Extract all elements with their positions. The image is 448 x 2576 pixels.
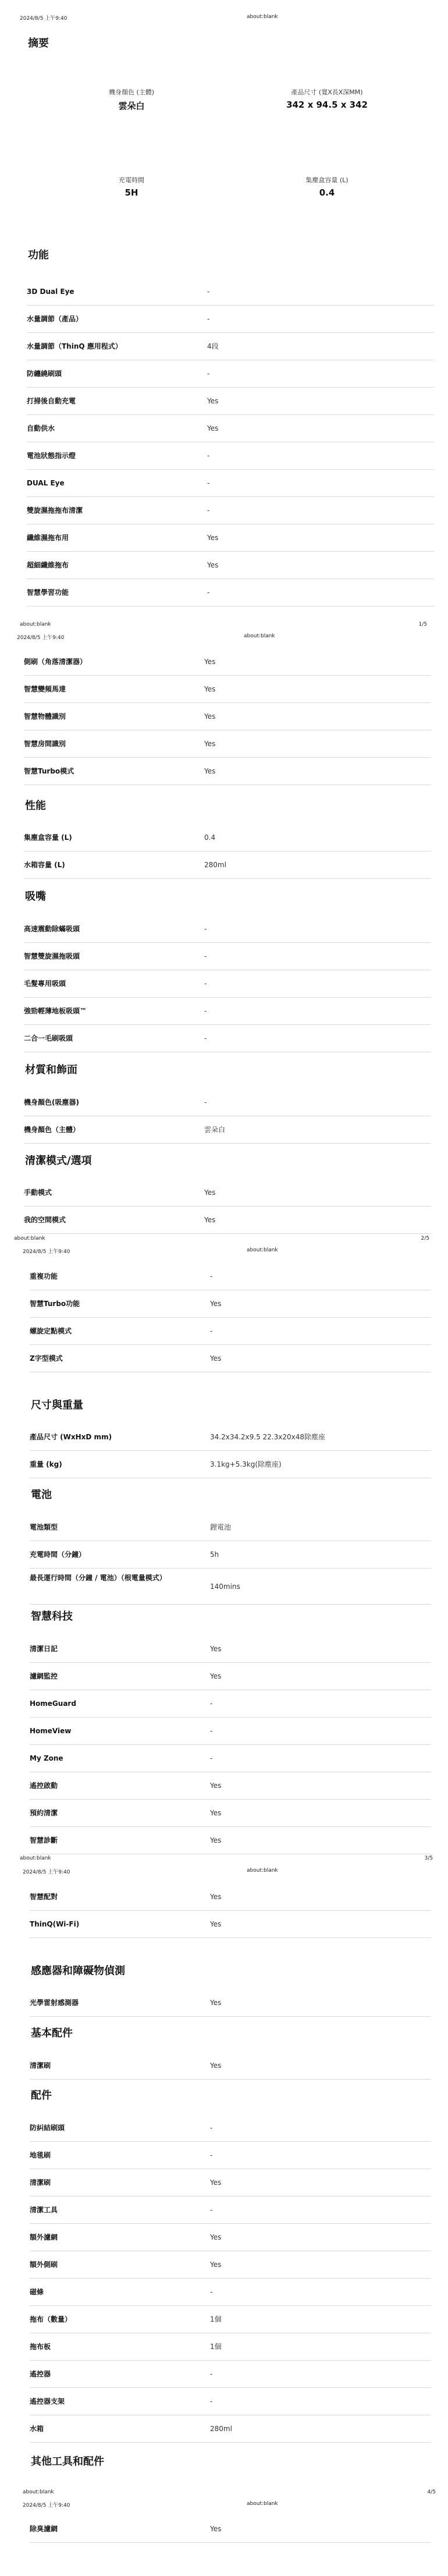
spec-value: 280ml xyxy=(210,2425,232,2433)
spec-label: 水箱 xyxy=(30,2425,44,2433)
spec-row xyxy=(24,730,431,758)
spec-label: 遙控器支架 xyxy=(30,2397,65,2405)
spec-label: 遙控器 xyxy=(30,2370,51,2378)
spec-label: 螺旋定點模式 xyxy=(30,1327,72,1335)
spec-label: ThinQ(Wi-Fi) xyxy=(30,1920,80,1928)
section-title-performance: 性能 xyxy=(25,800,46,812)
spec-row xyxy=(27,552,434,579)
summary-value: 5H xyxy=(125,187,138,198)
summary-value: 342 x 94.5 x 342 xyxy=(286,100,368,110)
spec-value: - xyxy=(207,315,210,323)
spec-value: Yes xyxy=(210,2061,222,2070)
spec-row xyxy=(30,1451,431,1478)
spec-label: 二合一毛刷吸頭 xyxy=(24,1034,73,1042)
spec-row xyxy=(27,579,434,606)
page-number: 3/5 xyxy=(424,1855,433,1861)
spec-value: 1個 xyxy=(210,2343,222,2351)
spec-label: 智慧Turbo功能 xyxy=(30,1300,80,1308)
spec-row xyxy=(30,1800,431,1827)
spec-label: 光學雷射感測器 xyxy=(30,1999,79,2007)
spec-row xyxy=(24,998,431,1025)
spec-row xyxy=(24,1025,431,1052)
spec-row xyxy=(30,2169,431,2197)
spec-row xyxy=(30,1263,431,1290)
spec-label: 拖布（數量） xyxy=(30,2315,72,2323)
spec-label: 智慧變頻馬達 xyxy=(24,685,66,693)
spec-value: - xyxy=(207,288,210,296)
spec-value: Yes xyxy=(210,1354,222,1362)
spec-value: - xyxy=(207,588,210,597)
spec-label: DUAL Eye xyxy=(27,479,65,487)
spec-label: 機身顏色(吸塵器) xyxy=(24,1098,79,1106)
spec-value: - xyxy=(204,1034,207,1042)
spec-row xyxy=(24,1179,431,1207)
spec-row xyxy=(30,1290,431,1318)
spec-label: 預約清潔 xyxy=(30,1809,58,1817)
spec-value: Yes xyxy=(210,1920,222,1928)
spec-value: 1個 xyxy=(210,2315,222,2323)
spec-label: 防纏繞刷頭 xyxy=(27,370,62,378)
spec-label: 智慧雙旋濕拖吸頭 xyxy=(24,952,80,960)
spec-value: Yes xyxy=(210,1836,222,1844)
spec-label: 智慧學習功能 xyxy=(27,588,69,597)
spec-label: 除臭濾網 xyxy=(30,2525,58,2533)
spec-label: 水量調節（ThinQ 應用程式） xyxy=(27,342,122,350)
spec-value: - xyxy=(210,2397,213,2405)
spec-label: 毛髮專用吸頭 xyxy=(24,980,66,988)
spec-label: 地毯刷 xyxy=(30,2151,51,2159)
footer-site: about:blank xyxy=(20,622,51,627)
summary-label: 充電時間 xyxy=(119,176,144,184)
spec-row xyxy=(27,470,434,497)
spec-value: Yes xyxy=(210,1893,222,1901)
spec-label: 3D Dual Eye xyxy=(27,288,74,296)
summary-value: 0.4 xyxy=(319,187,335,198)
spec-value: - xyxy=(210,2370,213,2378)
spec-row xyxy=(30,2388,431,2415)
spec-value: Yes xyxy=(207,534,219,542)
spec-label: 超細纖維拖布 xyxy=(27,561,69,569)
spec-row xyxy=(27,497,434,524)
spec-row xyxy=(30,1690,431,1718)
section-title-dimensions: 尺寸與重量 xyxy=(31,1399,83,1411)
spec-label: 雙旋濕拖拖布清潔 xyxy=(27,506,83,515)
spec-row xyxy=(30,1663,431,1690)
spec-label: 智慧房間識別 xyxy=(24,740,66,748)
section-title-suction: 吸嘴 xyxy=(25,890,46,903)
spec-row xyxy=(30,1635,431,1663)
spec-label: 智慧配對 xyxy=(30,1893,58,1901)
spec-value: Yes xyxy=(210,1782,222,1790)
spec-label: 磁條 xyxy=(30,2288,44,2296)
spec-row xyxy=(30,1772,431,1800)
spec-value: - xyxy=(210,2151,213,2159)
spec-label: 額外濾網 xyxy=(30,2233,58,2241)
spec-value: 5h xyxy=(210,1550,219,1559)
spec-label: 防糾結刷頭 xyxy=(30,2124,65,2132)
spec-row xyxy=(27,415,434,442)
spec-value: - xyxy=(207,452,210,460)
spec-row xyxy=(27,278,434,306)
header-datetime: 2024/8/5 上午9:40 xyxy=(17,635,65,641)
spec-row xyxy=(30,2052,431,2080)
spec-row xyxy=(24,758,431,785)
spec-label: 重複功能 xyxy=(30,1272,58,1280)
spec-label: 電池狀態指示燈 xyxy=(27,452,76,460)
footer-site: about:blank xyxy=(14,1236,45,1241)
spec-label: 智慧診斷 xyxy=(30,1836,58,1844)
spec-value: Yes xyxy=(210,1300,222,1308)
spec-row xyxy=(30,1883,431,1911)
spec-value: Yes xyxy=(210,1672,222,1680)
spec-row xyxy=(30,2361,431,2388)
spec-value: 140mins xyxy=(210,1582,240,1591)
spec-row xyxy=(30,2114,431,2142)
spec-value: 3.1kg+5.3kg(除塵座) xyxy=(210,1460,282,1468)
spec-label: 我的空間模式 xyxy=(24,1216,66,1224)
spec-row xyxy=(27,360,434,388)
spec-label: 水量調節（產品） xyxy=(27,315,83,323)
header-site: about:blank xyxy=(247,2501,278,2507)
page-number: 2/5 xyxy=(421,1236,429,1241)
spec-row xyxy=(24,824,431,851)
spec-row xyxy=(30,2306,431,2333)
spec-value: Yes xyxy=(204,712,216,721)
spec-row xyxy=(30,1514,431,1541)
spec-label: My Zone xyxy=(30,1754,63,1762)
spec-value: - xyxy=(204,952,207,960)
spec-value: - xyxy=(210,1727,213,1735)
spec-row xyxy=(24,703,431,730)
spec-value: Yes xyxy=(210,1999,222,2007)
section-title-modes: 清潔模式/選項 xyxy=(25,1155,92,1167)
spec-value: 鋰電池 xyxy=(210,1523,232,1531)
spec-row xyxy=(24,676,431,703)
spec-value: - xyxy=(210,2288,213,2296)
header-datetime: 2024/8/5 上午9:40 xyxy=(20,16,67,22)
spec-value: Yes xyxy=(210,2261,222,2269)
spec-row xyxy=(24,943,431,970)
spec-label: 充電時間（分鐘） xyxy=(30,1550,86,1559)
section-title-other: 其他工具和配件 xyxy=(31,2456,104,2468)
page-number: 4/5 xyxy=(427,2489,436,2495)
spec-row xyxy=(30,2279,431,2306)
spec-row xyxy=(30,2251,431,2279)
spec-row xyxy=(24,648,431,676)
spec-label: 機身顏色（主體） xyxy=(24,1126,80,1134)
section-title-features: 功能 xyxy=(28,249,49,261)
section-title-smart: 智慧科技 xyxy=(31,1610,73,1623)
header-site: about:blank xyxy=(247,14,278,20)
header-datetime: 2024/8/5 上午9:40 xyxy=(23,1249,70,1255)
spec-row xyxy=(24,1116,431,1144)
spec-label: 清潔工具 xyxy=(30,2206,58,2214)
spec-label: 智慧物體識別 xyxy=(24,712,66,721)
spec-value: - xyxy=(210,1327,213,1335)
spec-value: Yes xyxy=(210,1645,222,1653)
summary-label: 產品尺寸 (寬X長X深MM) xyxy=(291,88,363,96)
spec-value: 280ml xyxy=(204,861,226,869)
spec-value: 雲朵白 xyxy=(204,1126,226,1134)
spec-value: Yes xyxy=(207,561,219,569)
header-site: about:blank xyxy=(244,633,275,639)
spec-value: - xyxy=(207,506,210,515)
header-datetime: 2024/8/5 上午9:40 xyxy=(23,1869,70,1875)
spec-label: 最長運行時間（分鐘 / 電池）（根電量模式） xyxy=(30,1574,166,1582)
summary-title: 摘要 xyxy=(28,37,49,49)
section-title-basic-parts: 基本配件 xyxy=(31,2027,73,2039)
spec-row xyxy=(24,851,431,879)
spec-row xyxy=(30,1345,431,1372)
summary-value: 雲朵白 xyxy=(118,101,145,111)
spec-row xyxy=(24,916,431,943)
spec-label: 清潔刷 xyxy=(30,2178,51,2187)
spec-label: 打掃後自動充電 xyxy=(27,397,76,405)
spec-row xyxy=(30,2333,431,2361)
spec-row xyxy=(30,2415,431,2443)
spec-label: 遙控啟動 xyxy=(30,1782,58,1790)
spec-row xyxy=(30,1745,431,1772)
spec-row xyxy=(24,1207,431,1234)
summary-label: 機身顏色 (主體) xyxy=(108,88,155,96)
spec-row xyxy=(30,1989,431,2017)
spec-value: Yes xyxy=(210,2178,222,2187)
section-title-material: 材質和飾面 xyxy=(25,1064,77,1076)
spec-row xyxy=(27,388,434,415)
spec-value: - xyxy=(210,1699,213,1708)
section-title-parts: 配件 xyxy=(31,2089,52,2102)
spec-value: Yes xyxy=(210,2525,222,2533)
spec-value: Yes xyxy=(204,740,216,748)
spec-value: Yes xyxy=(204,1188,216,1197)
spec-value: - xyxy=(210,1754,213,1762)
spec-value: - xyxy=(204,1007,207,1015)
spec-value: Yes xyxy=(210,2233,222,2241)
spec-label: Z字型模式 xyxy=(30,1354,63,1362)
spec-value: - xyxy=(207,370,210,378)
spec-label: 水箱容量 (L) xyxy=(24,861,65,869)
spec-row xyxy=(30,1569,431,1605)
spec-value: - xyxy=(204,1098,207,1106)
header-site: about:blank xyxy=(247,1247,278,1253)
spec-value: - xyxy=(207,479,210,487)
spec-label: 清潔日記 xyxy=(30,1645,58,1653)
spec-label: 自動供水 xyxy=(27,424,55,432)
spec-label: 纖維濕拖布用 xyxy=(27,534,69,542)
spec-value: - xyxy=(210,2206,213,2214)
spec-label: 高速震動除蟎吸頭 xyxy=(24,925,80,933)
spec-label: 重量 (kg) xyxy=(30,1460,62,1468)
section-title-sensors: 感應器和障礙物偵測 xyxy=(31,1965,125,1977)
spec-value: - xyxy=(210,1272,213,1280)
spec-row xyxy=(30,2142,431,2169)
spec-row xyxy=(30,2197,431,2224)
spec-value: Yes xyxy=(204,1216,216,1224)
section-title-battery: 電池 xyxy=(31,1489,52,1501)
header-datetime: 2024/8/5 上午9:40 xyxy=(23,2503,70,2508)
spec-row xyxy=(27,333,434,360)
spec-value: Yes xyxy=(207,397,219,405)
spec-row xyxy=(30,1827,431,1854)
spec-value: Yes xyxy=(204,685,216,693)
spec-value: Yes xyxy=(204,767,216,775)
spec-row xyxy=(30,1718,431,1745)
footer-site: about:blank xyxy=(20,1855,51,1861)
spec-value: - xyxy=(210,2124,213,2132)
summary-label: 集塵盒容量 (L) xyxy=(305,176,349,184)
spec-row xyxy=(30,1541,431,1569)
spec-row xyxy=(30,1424,431,1451)
header-site: about:blank xyxy=(247,1868,278,1874)
spec-row xyxy=(27,524,434,552)
spec-value: - xyxy=(204,980,207,988)
spec-label: 濾網監控 xyxy=(30,1672,58,1680)
spec-row xyxy=(30,2515,431,2543)
spec-label: 清潔刷 xyxy=(30,2061,51,2070)
spec-label: 強勁輕薄地板吸頭™ xyxy=(24,1007,87,1015)
spec-value: Yes xyxy=(204,658,216,666)
spec-row xyxy=(30,1318,431,1345)
spec-row xyxy=(30,2224,431,2251)
spec-value: 0.4 xyxy=(204,833,216,842)
spec-label: 側刷（角落清潔器） xyxy=(24,658,87,666)
spec-value: 4段 xyxy=(207,342,219,350)
spec-row xyxy=(30,1911,431,1938)
spec-label: 手動模式 xyxy=(24,1188,52,1197)
spec-row xyxy=(27,442,434,470)
spec-label: 集塵盒容量 (L) xyxy=(24,833,72,842)
spec-value: 34.2x34.2x9.5 22.3x20x48除塵座 xyxy=(210,1433,326,1441)
spec-label: 產品尺寸 (WxHxD mm) xyxy=(30,1433,112,1441)
spec-label: HomeGuard xyxy=(30,1699,76,1708)
spec-label: 智慧Turbo模式 xyxy=(24,767,74,775)
spec-row xyxy=(27,306,434,333)
footer-site: about:blank xyxy=(23,2489,54,2495)
spec-value: - xyxy=(204,925,207,933)
page-number: 1/5 xyxy=(418,622,427,627)
spec-label: 拖布板 xyxy=(30,2343,51,2351)
spec-value: Yes xyxy=(210,1809,222,1817)
spec-row xyxy=(24,1089,431,1116)
spec-label: 額外側刷 xyxy=(30,2261,58,2269)
spec-label: HomeView xyxy=(30,1727,72,1735)
spec-label: 電池類型 xyxy=(30,1523,58,1531)
spec-value: Yes xyxy=(207,424,219,432)
spec-row xyxy=(24,970,431,998)
